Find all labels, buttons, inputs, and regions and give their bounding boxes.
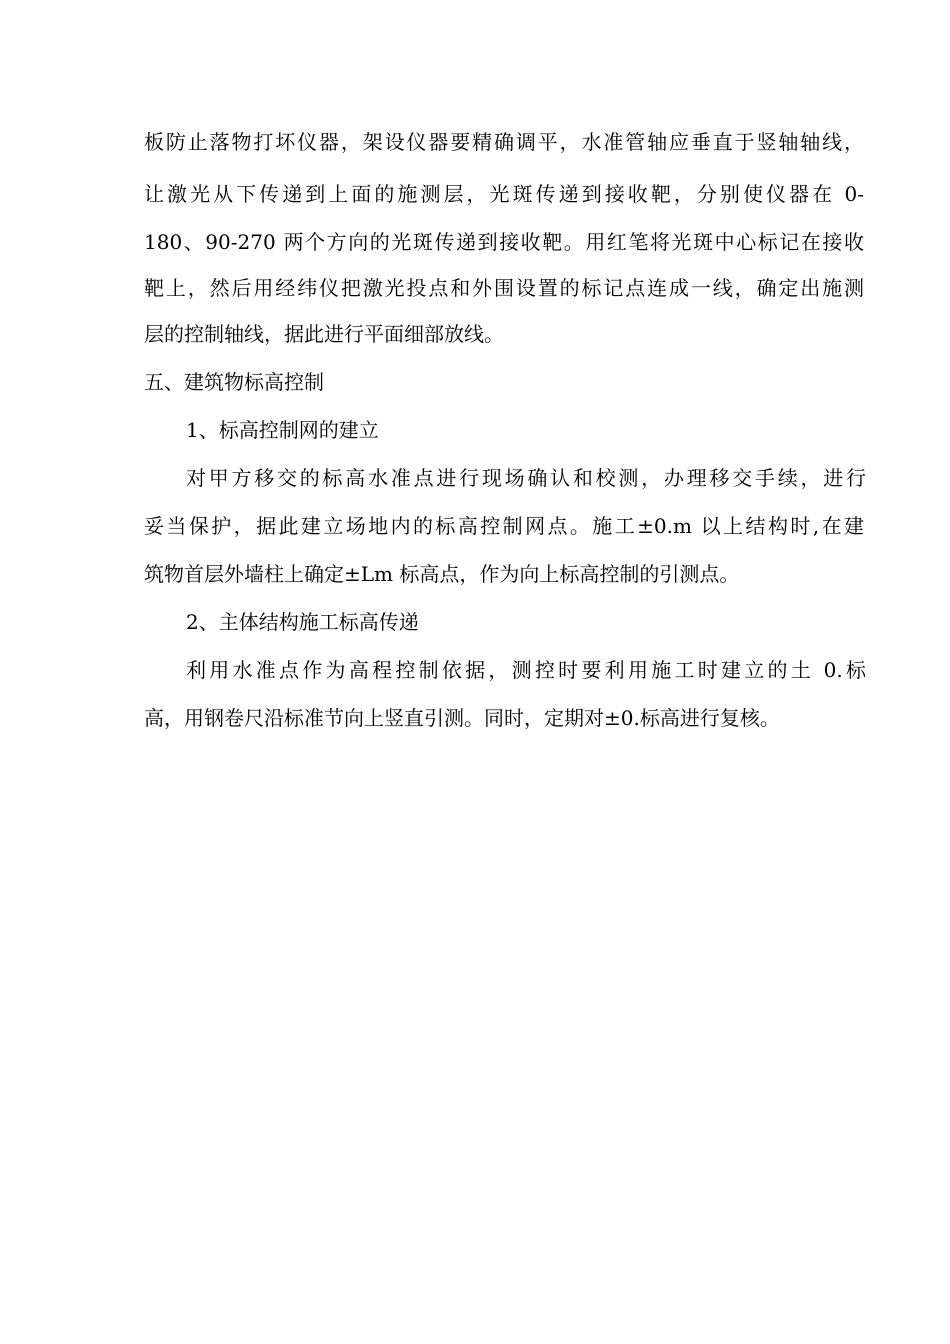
paragraph-line: 高，用钢卷尺沿标准节向上竖直引测。同时，定期对±0.标高进行复核。 xyxy=(144,706,780,730)
paragraph-line: 180、90-270 两个方向的光斑传递到接收靶。用红笔将光斑中心标记在接收 xyxy=(144,230,864,254)
subsection-heading: 2、主体结构施工标高传递 xyxy=(186,610,419,634)
paragraph-line: 筑物首层外墙柱上确定±Lm 标高点，作为向上标高控制的引测点。 xyxy=(144,562,740,586)
paragraph-line: 妥当保护，据此建立场地内的标高控制网点。施工±0.m 以上结构时,在建 xyxy=(144,514,864,538)
paragraph-line: 对甲方移交的标高水准点进行现场确认和校测，办理移交手续，进行 xyxy=(186,466,866,490)
subsection-heading: 1、标高控制网的建立 xyxy=(186,418,379,442)
paragraph-line: 利用水准点作为高程控制依据，测控时要利用施工时建立的土 0.标 xyxy=(186,658,866,682)
paragraph-line: 板防止落物打坏仪器，架设仪器要精确调平，水准管轴应垂直于竖轴轴线， xyxy=(144,130,864,154)
section-heading: 五、建筑物标高控制 xyxy=(144,370,324,394)
paragraph-line: 层的控制轴线，据此进行平面细部放线。 xyxy=(144,322,504,346)
paragraph-line: 让激光从下传递到上面的施测层，光斑传递到接收靶，分别使仪器在 0- xyxy=(144,182,864,206)
paragraph-line: 靶上，然后用经纬仪把激光投点和外围设置的标记点连成一线，确定出施测 xyxy=(144,276,864,300)
